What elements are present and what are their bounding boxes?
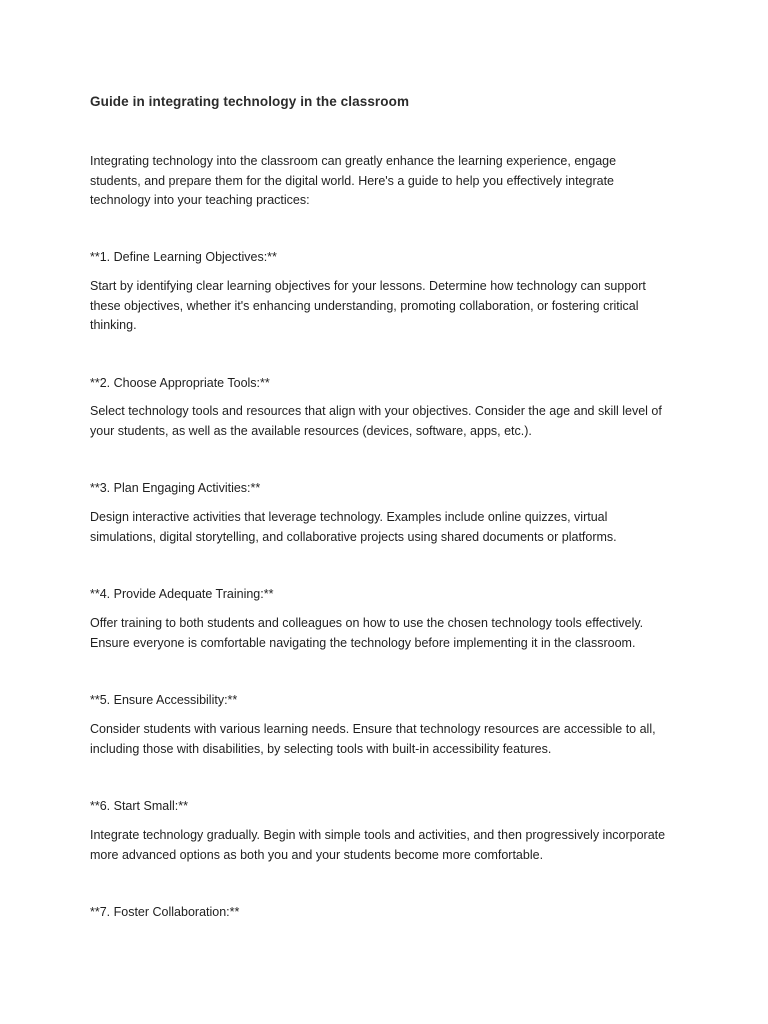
section-body-ensure-accessibility: Consider students with various learning needs. Ensure that technology resources are accessible to all, including those with disabilities, by selecting tools with built-in accessibility features. bbox=[90, 722, 656, 756]
section-body-define-objectives: Start by identifying clear learning objectives for your lessons. Determine how technology can support these objectives, whether it's enhancing understanding, promoting collaboration, or fostering critical thinking. bbox=[90, 279, 646, 332]
section-body-provide-training: Offer training to both students and colleagues on how to use the chosen technology tools effectively. Ensure everyone is comfortable navigating the technology before implementing it in the classroom. bbox=[90, 616, 644, 650]
section-heading-ensure-accessibility: **5. Ensure Accessibility:** bbox=[90, 693, 238, 707]
section-heading-define-objectives: **1. Define Learning Objectives:** bbox=[90, 250, 277, 264]
section-heading-provide-training: **4. Provide Adequate Training:** bbox=[90, 587, 274, 601]
section-heading-plan-activities: **3. Plan Engaging Activities:** bbox=[90, 481, 261, 495]
section-heading-start-small: **6. Start Small:** bbox=[90, 799, 188, 813]
section-body-choose-tools: Select technology tools and resources that align with your objectives. Consider the age and skill level of your students, as well as the available resources (devices, software, apps, etc.). bbox=[90, 404, 662, 438]
intro-paragraph: Integrating technology into the classroom can greatly enhance the learning experience, engage students, and prepare them for the digital world. Here's a guide to help you effectively integrate technology into your teaching practices: bbox=[90, 154, 617, 207]
document-title: Guide in integrating technology in the classroom bbox=[90, 94, 410, 109]
section-body-plan-activities: Design interactive activities that leverage technology. Examples include online quizzes, virtual simulations, digital storytelling, and collaborative projects using shared documents or platforms. bbox=[90, 510, 617, 544]
section-heading-foster-collaboration: **7. Foster Collaboration:** bbox=[90, 905, 240, 919]
section-heading-choose-tools: **2. Choose Appropriate Tools:** bbox=[90, 376, 270, 390]
section-body-start-small: Integrate technology gradually. Begin with simple tools and activities, and then progressively incorporate more advanced options as both you and your students become more comfortable. bbox=[90, 828, 666, 862]
